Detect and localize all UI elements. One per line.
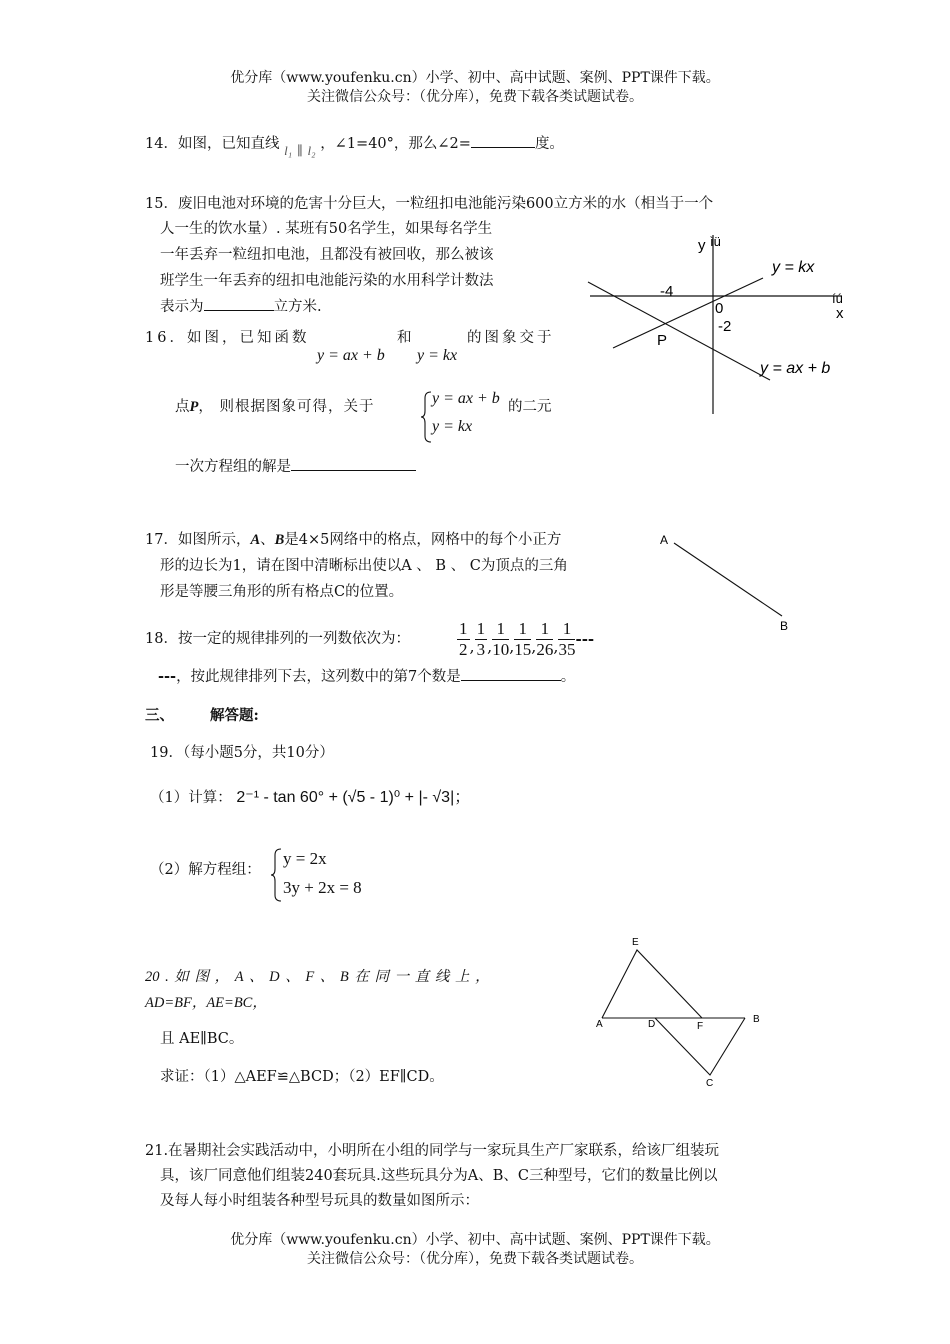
q14-tail: 度。 [534,136,564,152]
q19-eq-2: 3y + 2x = 8 [283,878,362,897]
q20-line-2: AD=BF，AE=BC， [145,995,267,1011]
q14-answer-blank[interactable] [471,132,535,148]
q15-line-4: 班学生一年丢弃的纽扣电池能污染的水用科学计数法 [160,273,494,289]
question-16-line-3 [175,454,416,480]
graph-axb-label: y = ax + b [760,360,831,377]
graph-point-p: P [657,332,668,349]
graph-label-neg2: -2 [718,318,732,335]
segment-ab [674,543,782,616]
q14-lead: 14．如图，已知直线 [145,136,280,152]
q15-answer-blank[interactable] [204,295,274,311]
question-16-line-1 [145,325,560,364]
q19-part-1 [150,785,470,811]
left-brace-icon [270,847,284,903]
fig-label-e: E [632,937,639,948]
fig-label-b: B [753,1014,760,1025]
q16-line-2c: 的二元 [508,399,552,415]
fraction: $\frac{1}{10}$ [492,619,510,659]
fig-point-a-label: A [660,533,669,547]
q16-line-2a: 点 [175,399,190,415]
section-3-heading [145,703,259,729]
q19-equation-system [270,847,390,903]
graph-x-arrow-glyph: íú [832,291,843,306]
header-line-1: 优分库（www.youfenku.cn）小学、初中、高中试题、案例、PPT课件下载。 [230,70,720,86]
graph-line-axb [588,282,770,380]
graph-y-label: y [698,237,706,254]
q18-fraction-sequence: $\frac{1}{2}$ , $\frac{1}{3}$ , $\frac{1}{10}$ , $\frac{1}{15}$ , $\frac{1}{26}$ , $\frac{1}{35}$ --- [459,619,595,659]
q16-sys-eq-2: y = kx [432,418,473,435]
q15-line-5 [160,294,322,320]
ab-grid-figure [650,530,800,635]
q20-line-1: 20 . 如 图 ， A 、 D 、 F 、 B 在 同 一 直 线 上 ， [145,969,490,985]
q18-lead: 18．按一定的规律排列的一列数依次为： [145,631,410,647]
fig-label-f: F [697,1021,704,1032]
fraction: $\frac{1}{35}$ [558,619,576,659]
fig-point-b-label: B [780,619,789,633]
q17-line-1a: 17．如图所示， [145,532,251,548]
footer-line-2: 关注微信公众号：（优分库），免费下载各类试题试卷。 [307,1251,643,1267]
section-3-title: 解答题: [210,707,259,724]
graph-kx-label: y = kx [772,259,815,276]
q21-line-2: 具，该厂同意他们组装240套玩具.这些玩具分为A、B、C三种型号，它们的数量比例以 [160,1168,718,1184]
q14-l1: l₁ [284,143,293,158]
q16-line-3: 一次方程组的解是 [175,459,291,475]
question-17-line-1 [145,527,561,553]
q19-p1-label: （1）计算： [150,790,232,806]
q16-and: 和 [397,330,412,346]
fraction: $\frac{1}{3}$ [476,619,486,659]
q18-line-2 [158,664,575,690]
fig-label-a: A [596,1019,603,1030]
triangle-figure [590,930,770,1090]
q19-eq-1: y = 2x [283,849,327,868]
graph-x-label: x [836,305,844,322]
q14-mid: ，∠1=40°，那么∠2= [320,136,471,152]
q20-line-3: 且 AE∥BC。 [160,1031,244,1047]
q15-line-5b: 立方米. [273,299,322,315]
q19-title: 19．（每小题5分，共10分） [150,745,334,761]
q14-l2: l₂ [307,143,316,158]
q16-line-2b: ， 则根据图象可得，关于 [198,399,375,415]
q17-point-b: B [274,532,285,548]
fraction: $\frac{1}{15}$ [514,619,532,659]
fraction: $\frac{1}{2}$ [459,619,468,659]
q16-formula-2: y = kx [417,347,458,364]
q18-end: 。 [560,669,576,685]
q17-line-1b: 是4×5网络中的格点，网格中的每个小正方 [284,532,562,548]
q15-line-2: 人一生的饮水量）. 某班有50名学生，如果每名学生 [160,221,493,237]
q15-line-1: 15．废旧电池对环境的危害十分巨大，一粒纽扣电池能污染600立方米的水（相当于一个 [145,196,714,212]
q18-dashes-2: --- [158,668,177,685]
q19-p2-label: （2）解方程组： [150,862,261,878]
q14-parallel: ∥ [296,143,303,158]
q21-line-3: 及每人每小时组装各种型号玩具的数量如图所示： [160,1193,479,1209]
q17-point-a: A [250,532,261,548]
q18-dashes-1: --- [575,630,595,648]
section-3-number: 三、 [145,707,174,724]
q16-sys-eq-1: y = ax + b [432,390,500,407]
fraction: $\frac{1}{26}$ [536,619,554,659]
q17-line-3: 形是等腰三角形的所有格点C的位置。 [160,584,404,600]
q18-answer-blank[interactable] [461,665,561,681]
header-line-2: 关注微信公众号：（优分库），免费下载各类试题试卷。 [307,89,643,105]
q16-point-p: P [189,399,199,415]
linear-functions-graph [580,230,855,420]
q19-p1-expression: 2⁻¹ - tan 60° + (√5 - 1)⁰ + |- √3|； [236,789,471,806]
q17-sep: 、 [260,532,275,548]
triangle-aef [602,950,702,1018]
q16-lead: 16．如图，已知函数 [145,330,310,346]
q16-tail: 的图象交于 [467,330,555,346]
q21-line-1: 21.在暑期社会实践活动中，小明所在小组的同学与一家玩具生产厂家联系，给该厂组装玩 [145,1143,720,1159]
fig-label-c: C [706,1078,714,1089]
q16-formula-1: y = ax + b [317,347,385,364]
question-16-line-2 [175,394,374,420]
graph-y-arrow-glyph: ìü [710,234,721,249]
graph-line-kx [613,278,763,348]
graph-label-neg4: -4 [660,283,674,300]
graph-origin-label: 0 [715,300,724,317]
q15-line-5a: 表示为 [160,299,204,315]
q18-line-2-text: ，按此规律排列下去，这列数中的第7个数是 [176,669,461,685]
q20-line-4: 求证：（1）△AEF≌△BCD；（2）EF∥CD。 [160,1069,444,1085]
q16-answer-blank[interactable] [291,455,416,471]
question-14 [145,131,564,157]
q17-line-2: 形的边长为1，请在图中清晰标出使以A 、 B 、 C为顶点的三角 [160,558,568,574]
footer-line-1: 优分库（www.youfenku.cn）小学、初中、高中试题、案例、PPT课件下载。 [230,1232,720,1248]
fig-label-d: D [648,1019,656,1030]
q15-line-3: 一年丢弃一粒纽扣电池，且都没有被回收，那么被该 [160,247,494,263]
